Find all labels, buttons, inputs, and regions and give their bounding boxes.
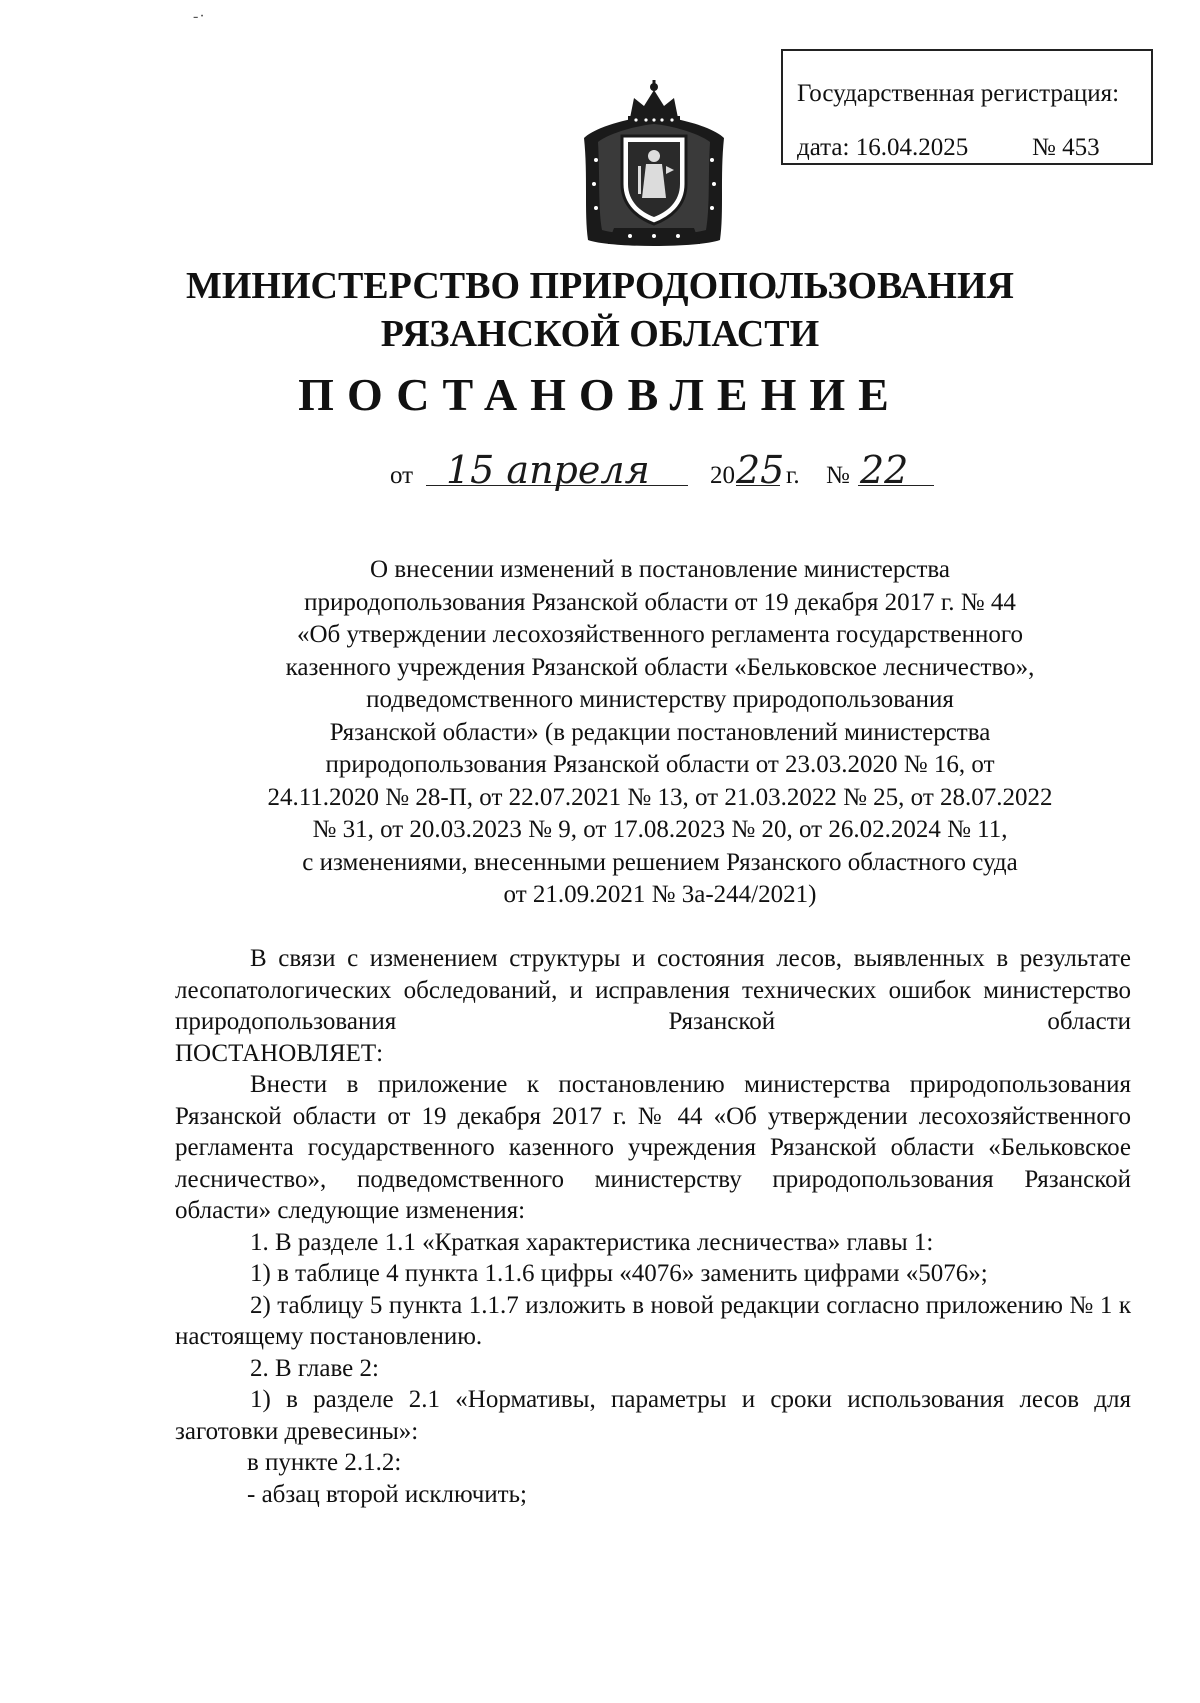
subject-line: природопользования Рязанской области от 23.03.2020 № 16, от <box>325 751 995 778</box>
ministry-name <box>0 262 1200 358</box>
subject-line: подведомственного министерству природопользования <box>366 686 954 713</box>
subject-line: природопользования Рязанской области от 19 декабря 2017 г. № 44 <box>304 588 1016 616</box>
ministry-line-1: МИНИСТЕРСТВО ПРИРОДОПОЛЬЗОВАНИЯ <box>185 265 1014 307</box>
document-body <box>175 943 1131 1510</box>
intro-paragraph: Внести в приложение к постановлению министерства природопользования Рязанской области от 19 декабря 2017 г. № 44 «Об утверждении лесохозяйственного регламента государственного казенного учреждения Рязанской области «Бельковское лесничество», подведомственного министерству природопользования Рязанской области» следующие изменения: <box>175 1071 1131 1224</box>
resolves-word: ПОСТАНОВЛЯЕТ: <box>175 1039 384 1067</box>
document-type: ПОСТАНОВЛЕНИЕ <box>298 369 902 420</box>
year-suffix: г. <box>786 462 800 489</box>
registration-title: Государственная регистрация: <box>797 80 1120 107</box>
subject-line: 24.11.2020 № 28-П, от 22.07.2021 № 13, от 21.03.2022 № 25, от 28.07.2022 <box>267 783 1053 811</box>
document-date-line <box>390 440 950 500</box>
item-2: 2. В главе 2: <box>250 1354 379 1382</box>
subject-line: О внесении изменений в постановление министерства <box>370 556 950 583</box>
preamble-paragraph: В связи с изменением структуры и состояния лесов, выявленных в результате лесопатологических обследований, и исправления технических ошибок министерство природопользования Рязанской области <box>175 945 1131 1035</box>
subject-line: с изменениями, внесенными решением Рязанского областного суда <box>302 848 1018 876</box>
number-label: № <box>826 462 850 489</box>
subject-line: от 21.09.2021 № 3а-244/2021) <box>503 881 817 908</box>
item-2-1-a: в пункте 2.1.2: <box>247 1449 402 1476</box>
subject-line: № 31, от 20.03.2023 № 9, от 17.08.2023 № 20, от 26.02.2024 № 11, <box>312 816 1008 843</box>
year-prefix: 20 <box>710 462 735 489</box>
subject-line: Рязанской области» (в редакции постановлений министерства <box>329 718 991 746</box>
ministry-line-2: РЯЗАНСКОЙ ОБЛАСТИ <box>380 313 820 355</box>
item-1: 1. В разделе 1.1 «Краткая характеристика лесничества» главы 1: <box>250 1228 934 1256</box>
subject-line: казенного учреждения Рязанской области «Бельковское лесничество», <box>285 653 1035 681</box>
item-2-1: 1) в разделе 2.1 «Нормативы, параметры и сроки использования лесов для заготовки древесины»: <box>175 1386 1131 1445</box>
date-from-label: от <box>390 462 414 489</box>
item-2-1-b: - абзац второй исключить; <box>247 1480 527 1508</box>
registration-date: дата: 16.04.2025 <box>797 134 969 161</box>
item-1-1: 1) в таблице 4 пункта 1.1.6 цифры «4076» заменить цифрами «5076»; <box>250 1260 988 1287</box>
registration-stamp <box>781 49 1153 165</box>
item-1-2: 2) таблицу 5 пункта 1.1.7 изложить в новой редакции согласно приложению № 1 к настоящему постановлению. <box>175 1291 1131 1350</box>
number-handwritten: 22 <box>860 448 909 492</box>
ryazan-coat-of-arms-icon <box>574 80 734 252</box>
year-handwritten: 25 <box>736 448 785 492</box>
subject-line: «Об утверждении лесохозяйственного регламента государственного <box>296 621 1023 648</box>
date-handwritten: 15 апреля <box>446 448 650 492</box>
document-subject <box>180 554 1140 912</box>
registration-details <box>797 121 1151 175</box>
scan-speck: -· <box>193 8 206 25</box>
registration-number: № 453 <box>1032 134 1100 161</box>
